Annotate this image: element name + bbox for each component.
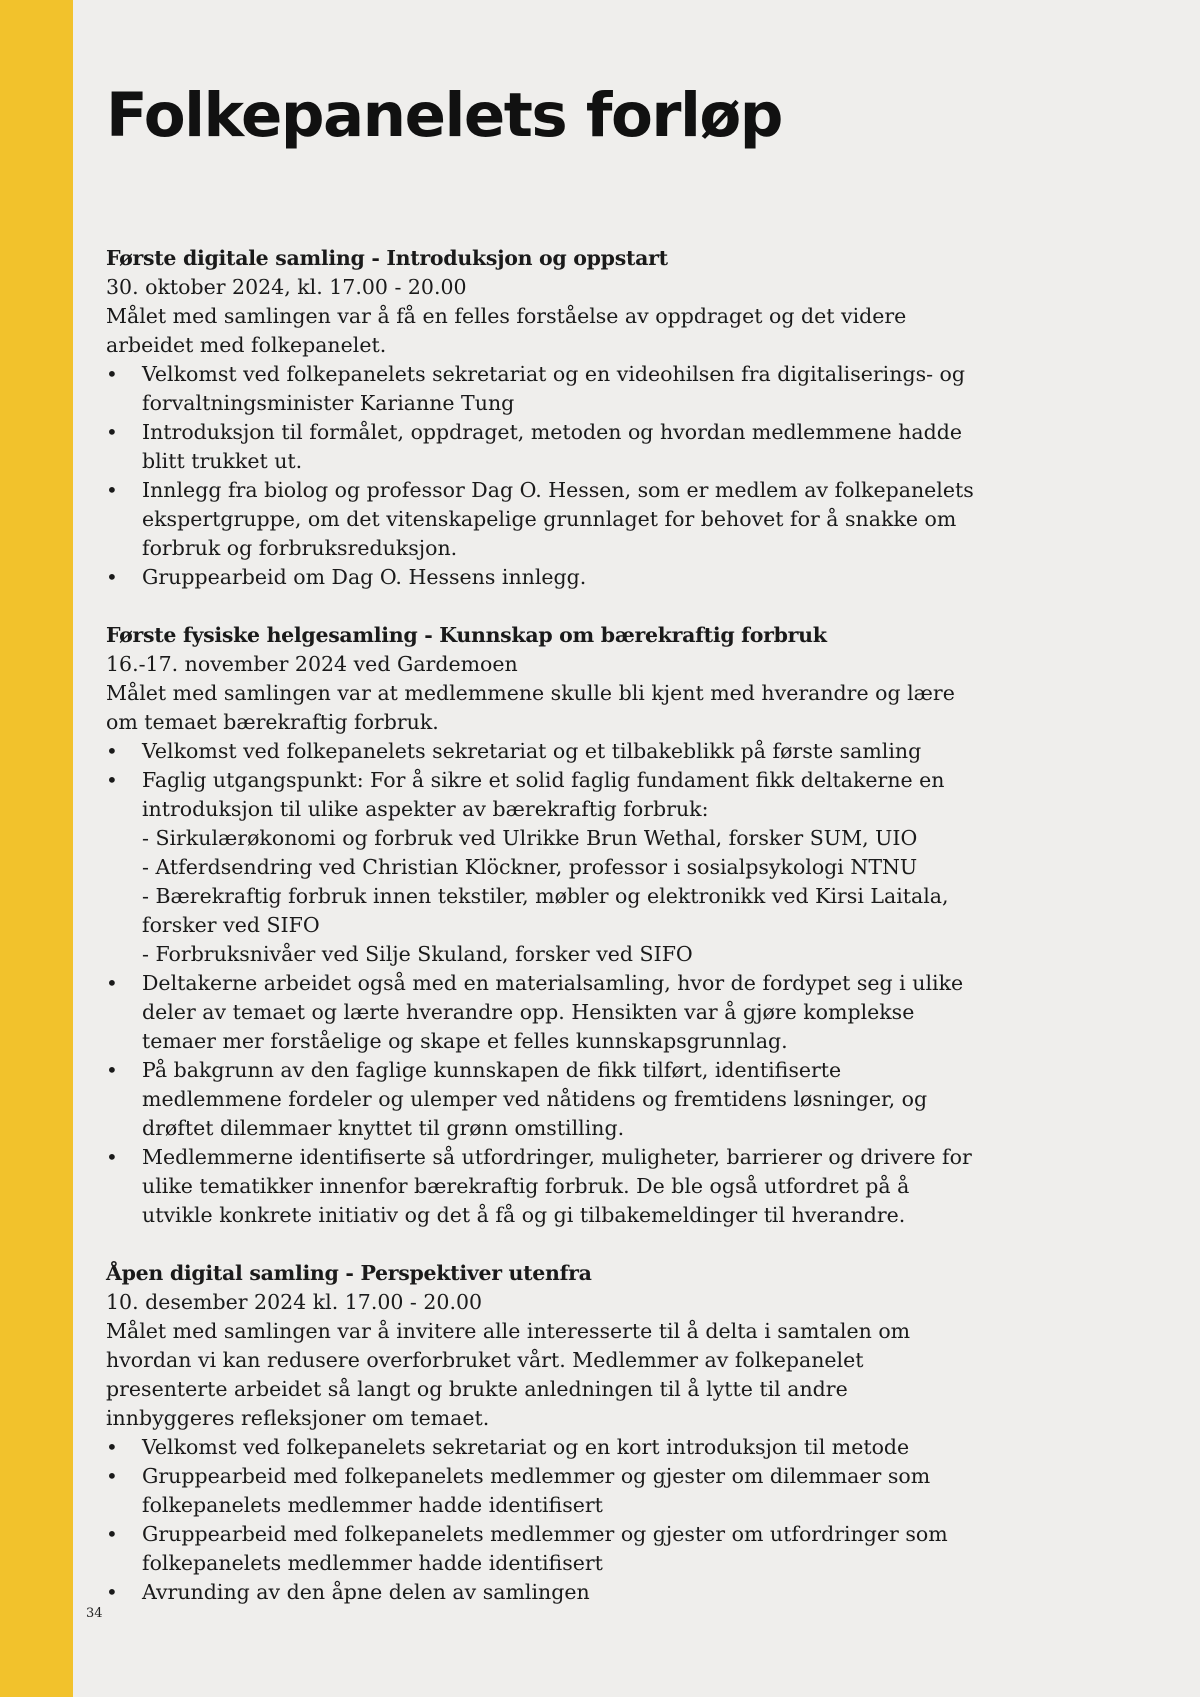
list-item: • Gruppearbeid med folkepanelets medlemmer og gjester om utfordringer som folkepanelets medlemmer hadde identifisert <box>106 1520 976 1578</box>
list-item: • Introduksjon til formålet, oppdraget, metoden og hvordan medlemmene hadde blitt trukket ut. <box>106 418 976 476</box>
section-title: Første fysiske helgesamling - Kunnskap om bærekraftig forbruk <box>106 623 827 647</box>
section-title: Åpen digital samling - Perspektiver utenfra <box>106 1261 592 1285</box>
side-accent-bar <box>0 0 73 1697</box>
list-item: • Velkomst ved folkepanelets sekretariat og en videohilsen fra digitaliserings- og forvaltningsminister Karianne Tung <box>106 360 976 418</box>
document-body <box>106 244 976 1636</box>
section-intro: Målet med samlingen var å invitere alle interesserte til å delta i samtalen om hvordan vi kan redusere overforbruket vårt. Medlemmer av folkepanelet presenterte arbeidet så langt og brukte anledningen til å lytte til andre innbyggeres refleksjoner om temaet. <box>106 1319 911 1430</box>
list-item: • Faglig utgangspunkt: For å sikre et solid faglig fundament fikk deltakerne en introduksjon til ulike aspekter av bærekraftig forbruk: <box>106 766 976 824</box>
bullet-list <box>106 737 976 824</box>
sub-list-item: - Bærekraftig forbruk innen tekstiler, møbler og elektronikk ved Kirsi Laitala, forsker ved SIFO <box>142 884 949 937</box>
section-open-digital <box>106 1259 976 1607</box>
list-item: • Avrunding av den åpne delen av samlingen <box>106 1578 976 1607</box>
list-item: • Velkomst ved folkepanelets sekretariat og et tilbakeblikk på første samling <box>106 737 976 766</box>
list-item: • Gruppearbeid om Dag O. Hessens innlegg. <box>106 563 976 592</box>
list-item: • Deltakerne arbeidet også med en materialsamling, hvor de fordypet seg i ulike deler av temaet og lærte hverandre opp. Hensikten var å gjøre komplekse temaer mer forståelige og skape et felles kunnskapsgrunnlag. <box>106 969 976 1056</box>
page-title: Folkepanelets forløp <box>106 80 782 151</box>
sub-list-item: - Forbruksnivåer ved Silje Skuland, forsker ved SIFO <box>142 942 693 966</box>
section-title: Første digitale samling - Introduksjon og oppstart <box>106 246 668 270</box>
sub-list-item: - Sirkulærøkonomi og forbruk ved Ulrikke Brun Wethal, forsker SUM, UIO <box>142 826 918 850</box>
list-item: • Innlegg fra biolog og professor Dag O. Hessen, som er medlem av folkepanelets ekspertgruppe, om det vitenskapelige grunnlaget for behovet for å snakke om forbruk og forbruksreduksjon. <box>106 476 976 563</box>
section-intro: Målet med samlingen var at medlemmene skulle bli kjent med hverandre og lære om temaet bærekraftig forbruk. <box>106 681 955 734</box>
list-item: • Velkomst ved folkepanelets sekretariat og en kort introduksjon til metode <box>106 1433 976 1462</box>
page-number: 34 <box>86 1606 103 1621</box>
bullet-list <box>106 969 976 1230</box>
speaker-sublist <box>106 824 976 969</box>
section-first-physical <box>106 621 976 1230</box>
section-date: 30. oktober 2024, kl. 17.00 - 20.00 <box>106 275 467 299</box>
sub-list-item: - Atferdsendring ved Christian Klöckner, professor i sosialpsykologi NTNU <box>142 855 918 879</box>
bullet-list <box>106 360 976 592</box>
list-item: • Gruppearbeid med folkepanelets medlemmer og gjester om dilemmaer som folkepanelets medlemmer hadde identifisert <box>106 1462 976 1520</box>
section-date: 16.-17. november 2024 ved Gardemoen <box>106 652 518 676</box>
list-item: • Medlemmerne identifiserte så utfordringer, muligheter, barrierer og drivere for ulike tematikker innenfor bærekraftig forbruk. De ble også utfordret på å utvikle konkrete initiativ og det å få og gi tilbakemeldinger til hverandre. <box>106 1143 976 1230</box>
section-intro: Målet med samlingen var å få en felles forståelse av oppdraget og det videre arbeidet med folkepanelet. <box>106 304 907 357</box>
section-date: 10. desember 2024 kl. 17.00 - 20.00 <box>106 1290 483 1314</box>
bullet-list <box>106 1433 976 1607</box>
section-first-digital <box>106 244 976 592</box>
list-item: • På bakgrunn av den faglige kunnskapen de fikk tilført, identifiserte medlemmene fordeler og ulemper ved nåtidens og fremtidens løsninger, og drøftet dilemmaer knyttet til grønn omstilling. <box>106 1056 976 1143</box>
